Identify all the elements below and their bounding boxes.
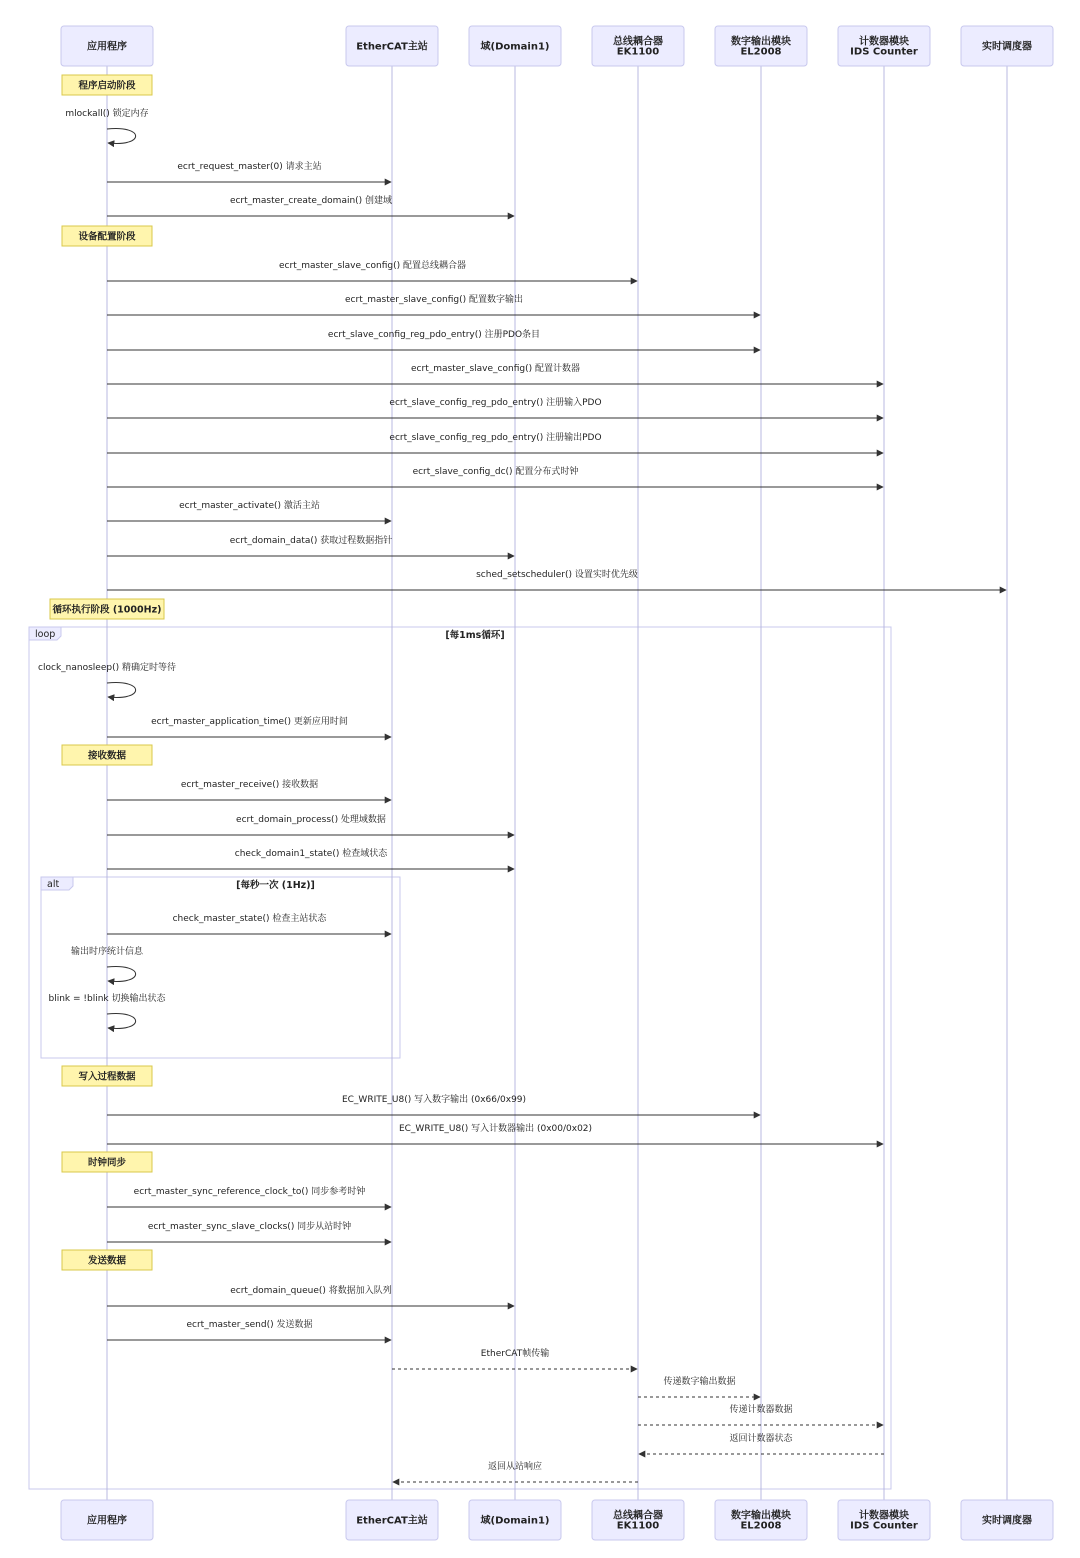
participant-label: IDS Counter	[850, 1520, 918, 1532]
participant-label: EK1100	[616, 46, 660, 58]
note	[50, 599, 164, 619]
self-message-arrow	[107, 683, 136, 698]
message-label: ecrt_master_slave_config() 配置计数器	[411, 364, 580, 374]
self-message-arrow	[107, 129, 136, 144]
message	[107, 1318, 391, 1340]
message-label: check_domain1_state() 检查域状态	[234, 849, 388, 859]
note	[62, 1152, 152, 1172]
participant-el2008-top	[715, 26, 807, 66]
message-label: 返回从站响应	[487, 1462, 543, 1472]
participant-label: 应用程序	[87, 1515, 127, 1527]
message-label: ecrt_master_send() 发送数据	[186, 1320, 313, 1330]
message	[107, 293, 760, 315]
participant-label: EL2008	[740, 46, 782, 58]
message-label: ecrt_master_sync_slave_clocks() 同步从站时钟	[147, 1222, 352, 1232]
message-label: ecrt_domain_queue() 将数据加入队列	[230, 1286, 392, 1296]
message	[107, 912, 391, 934]
message-label: sched_setscheduler() 设置实时优先级	[476, 570, 638, 580]
message-label: ecrt_domain_data() 获取过程数据指针	[229, 536, 393, 546]
message-label: ecrt_slave_config_reg_pdo_entry() 注册PDO条目	[327, 330, 541, 340]
message	[107, 813, 514, 835]
self-message-label: mlockall() 锁定内存	[65, 109, 149, 119]
self-message-label: blink = !blink 切换输出状态	[48, 994, 166, 1004]
message	[107, 194, 514, 216]
message	[107, 1220, 391, 1242]
note-text: 发送数据	[87, 1255, 127, 1267]
message-label: EC_WRITE_U8() 写入计数器输出 (0x00/0x02)	[398, 1124, 593, 1134]
message	[107, 1284, 514, 1306]
note-text: 程序启动阶段	[78, 80, 136, 92]
participant-label: IDS Counter	[850, 46, 918, 58]
participant-label: EtherCAT主站	[356, 1515, 428, 1527]
message	[107, 1185, 391, 1207]
participant-label: 实时调度器	[982, 1515, 1032, 1527]
message-label: check_master_state() 检查主站状态	[172, 914, 327, 924]
participant-domain-bottom	[469, 1500, 561, 1540]
participant-el2008-bottom	[715, 1500, 807, 1540]
note-text: 循环执行阶段 (1000Hz)	[52, 604, 162, 616]
participant-sched-top	[961, 26, 1053, 66]
message	[107, 431, 883, 453]
participant-label: 数字输出模块	[731, 1510, 791, 1522]
participant-label: 数字输出模块	[731, 36, 791, 48]
message	[107, 568, 1006, 590]
message	[107, 259, 637, 281]
message	[107, 499, 391, 521]
self-message-arrow	[107, 1014, 136, 1029]
message	[107, 1122, 883, 1144]
alt-frame-condition: [每秒一次 (1Hz)]	[236, 880, 315, 891]
participant-ek1100-top	[592, 26, 684, 66]
message-label: ecrt_slave_config_reg_pdo_entry() 注册输出PDO	[389, 433, 602, 443]
note-text: 设备配置阶段	[78, 231, 136, 243]
message-label: EC_WRITE_U8() 写入数字输出 (0x66/0x99)	[341, 1095, 527, 1105]
message-label: ecrt_domain_process() 处理域数据	[236, 815, 386, 825]
message	[107, 534, 514, 556]
participant-app-bottom	[61, 1500, 153, 1540]
alt-frame	[41, 877, 400, 1058]
message-label: ecrt_slave_config_reg_pdo_entry() 注册输入PDO	[389, 398, 602, 408]
message	[107, 1093, 760, 1115]
participant-domain-top	[469, 26, 561, 66]
message	[107, 396, 883, 418]
message-label: 传递数字输出数据	[663, 1377, 736, 1387]
alt-frame-label: alt	[47, 879, 60, 890]
message-label: ecrt_master_create_domain() 创建域	[229, 196, 393, 206]
message-label: ecrt_master_application_time() 更新应用时间	[151, 717, 348, 727]
participant-label: 域(Domain1)	[480, 41, 550, 53]
note	[62, 745, 152, 765]
message-label: ecrt_master_receive() 接收数据	[180, 780, 319, 790]
self-message-label: 输出时序统计信息	[70, 947, 144, 957]
participant-label: 应用程序	[87, 41, 127, 53]
loop-frame-label: loop	[35, 629, 56, 640]
note-text: 时钟同步	[87, 1157, 127, 1169]
message-label: ecrt_request_master(0) 请求主站	[177, 162, 322, 172]
note	[62, 75, 152, 95]
participant-master-bottom	[346, 1500, 438, 1540]
note	[62, 226, 152, 246]
message-label: ecrt_master_activate() 激活主站	[179, 501, 320, 511]
note-text: 接收数据	[87, 750, 127, 762]
message-label: EtherCAT帧传输	[480, 1349, 550, 1359]
message	[107, 715, 391, 737]
participant-label: 域(Domain1)	[480, 1515, 550, 1527]
participant-ek1100-bottom	[592, 1500, 684, 1540]
participant-master-top	[346, 26, 438, 66]
participant-label: 总线耦合器	[613, 36, 663, 48]
self-message-arrow	[107, 967, 136, 982]
message	[638, 1375, 760, 1397]
participant-sched-bottom	[961, 1500, 1053, 1540]
participant-label: EK1100	[616, 1520, 660, 1532]
message	[107, 328, 760, 350]
participant-ids-bottom	[838, 1500, 930, 1540]
loop-frame-condition: [每1ms循环]	[445, 630, 505, 641]
participant-label: EtherCAT主站	[356, 41, 428, 53]
participant-app-top	[61, 26, 153, 66]
message-label: 传递计数器数据	[729, 1405, 793, 1415]
alt-frame-border	[41, 877, 400, 1058]
participant-label: 计数器模块	[859, 36, 909, 48]
message-label: 返回计数器状态	[729, 1434, 793, 1444]
participant-label: 计数器模块	[859, 1510, 909, 1522]
message-label: ecrt_master_slave_config() 配置数字输出	[345, 295, 523, 305]
message	[107, 778, 391, 800]
message	[107, 465, 883, 487]
participant-label: 实时调度器	[982, 41, 1032, 53]
note	[62, 1250, 152, 1270]
participant-label: EL2008	[740, 1520, 782, 1532]
message	[107, 160, 391, 182]
note	[62, 1066, 152, 1086]
note-text: 写入过程数据	[78, 1071, 136, 1083]
self-message-label: clock_nanosleep() 精确定时等待	[38, 663, 176, 673]
participant-label: 总线耦合器	[613, 1510, 663, 1522]
message-label: ecrt_master_slave_config() 配置总线耦合器	[279, 261, 466, 271]
participant-ids-top	[838, 26, 930, 66]
message-label: ecrt_master_sync_reference_clock_to() 同步参考时钟	[133, 1187, 366, 1197]
message	[107, 847, 514, 869]
message-label: ecrt_slave_config_dc() 配置分布式时钟	[412, 467, 579, 477]
message	[107, 362, 883, 384]
